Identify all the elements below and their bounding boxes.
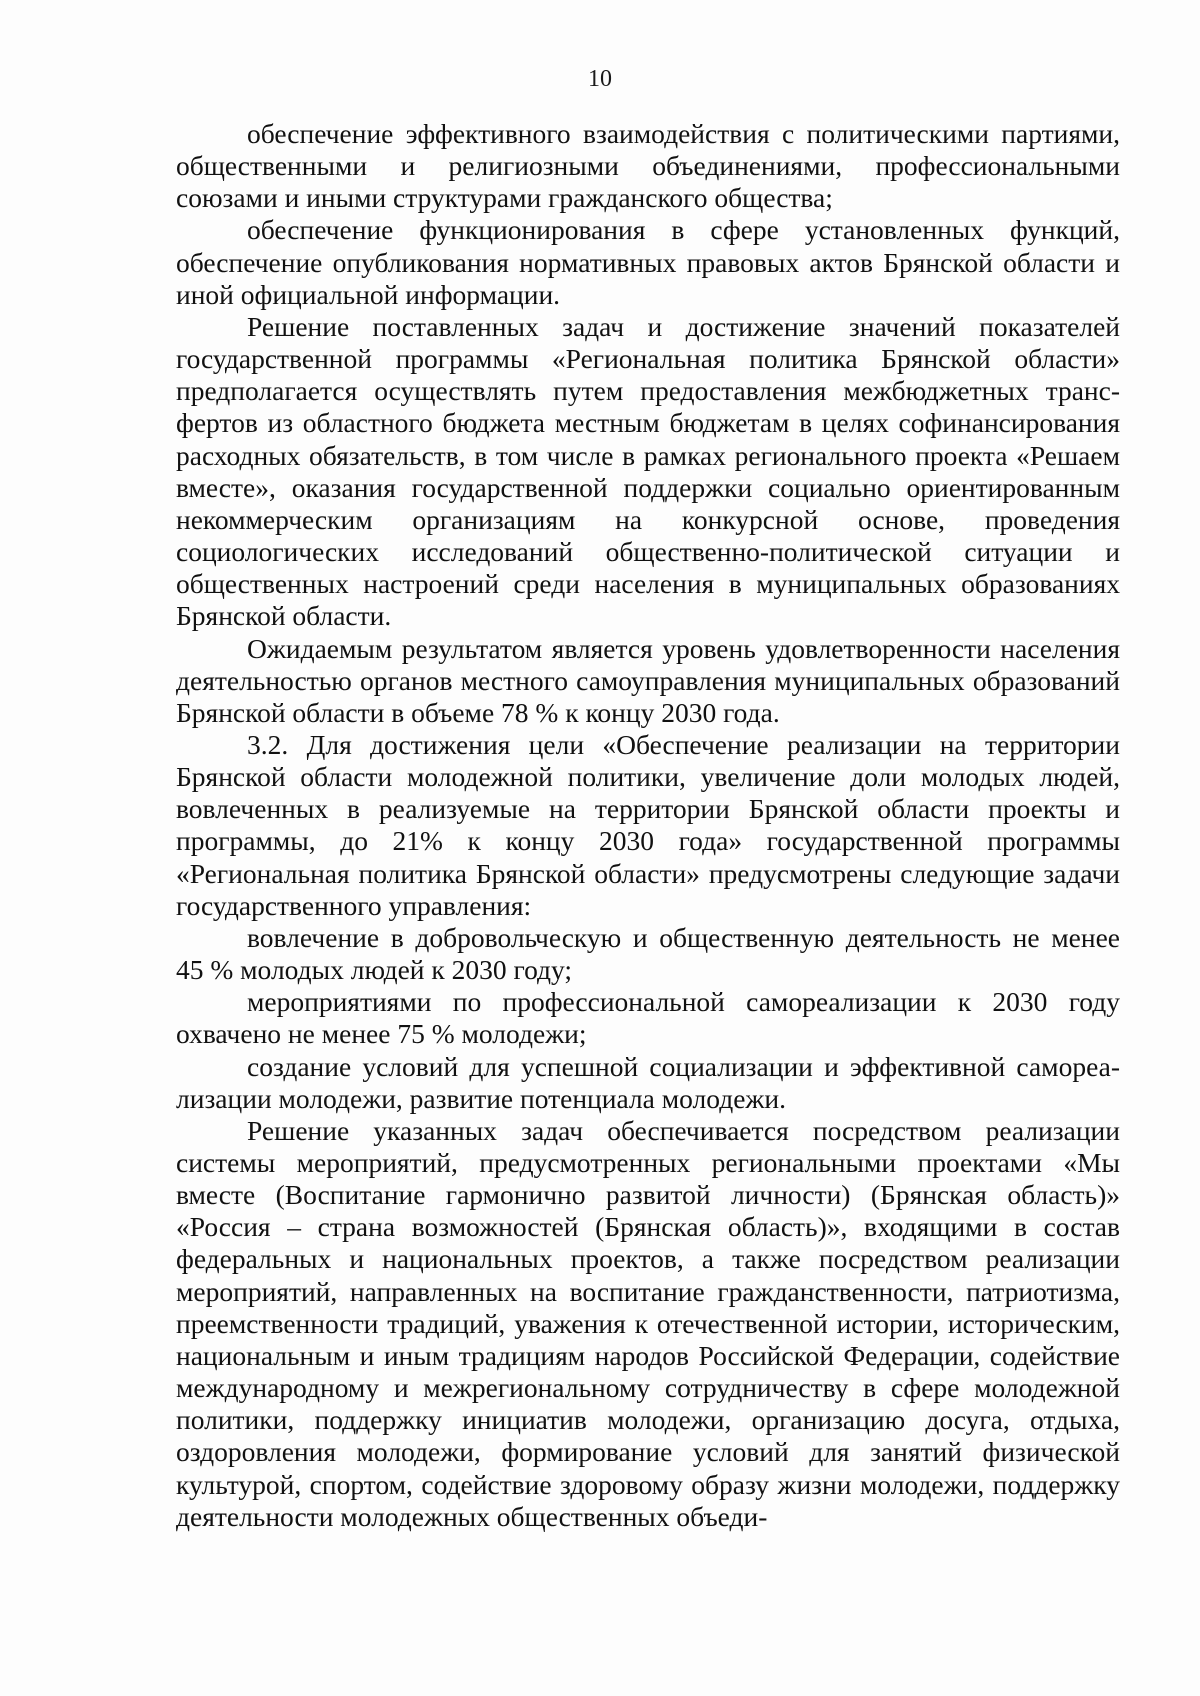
- paragraph: вовлечение в добровольческую и общественную деятельность не менее 45 % молодых людей к 2030 году;: [176, 921, 1120, 986]
- paragraph: 3.2. Для достижения цели «Обеспечение реализации на территории Брянской области молодежной политики, увеличение доли молодых людей, вовлеченных в реализуемые на территории Брянской области проекты и программы, до 21% к концу 2030 года» государственной программы «Региональная политика Брянской области» предусмотрены следующие задачи государственного управления:: [176, 728, 1120, 921]
- paragraph: Решение поставленных задач и достижение значений показателей государственной программы «Региональная политика Брянской области» предполагается осуществлять путем предоставления межбюджетных трансфертов из областного бюджета местным бюджетам в целях софинансирования расходных обязательств, в том числе в рамках регионального проекта «Решаем вместе», оказания государственной поддержки социально ориентированным некоммерческим организациям на конкурсной основе, проведения социологических исследований общественно-политической ситуации и общественных настроений среди населения в муниципальных образованиях Брянской области.: [176, 310, 1120, 632]
- paragraph: Решение указанных задач обеспечивается посредством реализации системы мероприятий, предусмотренных региональными проектами «Мы вместе (Воспитание гармонично развитой личности) (Брянская область)» «Россия – страна возможностей (Брянская область)», входящими в состав федеральных и национальных проектов, а также посредством реализации мероприятий, направленных на воспитание гражданственности, патриотизма, преемственности традиций, уважения к отечественной истории, историческим, национальным и иным традициям народов Российской Федерации, содействие международному и межрегиональному сотрудничеству в сфере молодежной политики, поддержку инициатив молодежи, организацию досуга, отдыха, оздоровления молодежи, формирование условий для занятий физической культурой, спортом, содействие здоровому образу жизни молодежи, поддержку деятельности молодежных общественных объеди-: [176, 1114, 1120, 1532]
- page-number: 10: [588, 66, 612, 92]
- paragraph: обеспечение эффективного взаимодействия с политическими партиями, общественными и религиозными объединениями, профессиональными союзами и иными структурами гражданского общества;: [176, 118, 1120, 214]
- paragraph: обеспечение функционирования в сфере установленных функций, обеспечение опубликования нормативных правовых актов Брянской области и иной официальной информации.: [176, 214, 1120, 310]
- document-body: [176, 118, 1120, 1533]
- paragraph: мероприятиями по профессиональной самореализации к 2030 году охвачено не менее 75 % молодежи;: [176, 986, 1120, 1050]
- paragraph: создание условий для успешной социализации и эффективной самореализации молодежи, развитие потенциала молодежи.: [176, 1050, 1120, 1114]
- paragraph: Ожидаемым результатом является уровень удовлетворенности населения деятельностью органов местного самоуправления муниципальных образований Брянской области в объеме 78 % к концу 2030 года.: [176, 632, 1120, 728]
